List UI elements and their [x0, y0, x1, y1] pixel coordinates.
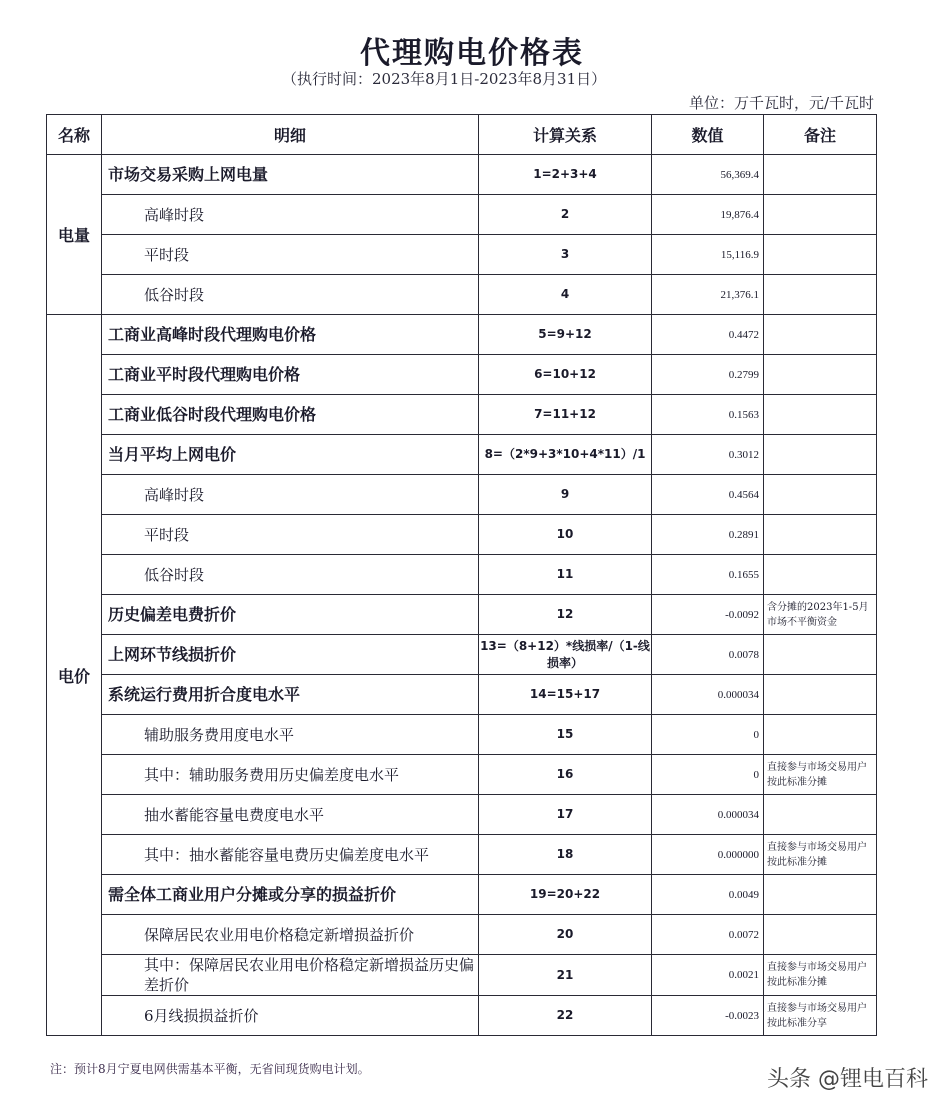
value-cell: -0.0092 [652, 595, 764, 635]
detail-cell: 需全体工商业用户分摊或分享的损益折价 [102, 875, 479, 915]
note-cell [764, 875, 877, 915]
formula-cell: 14=15+17 [479, 675, 652, 715]
detail-cell: 工商业低谷时段代理购电价格 [102, 395, 479, 435]
formula-cell: 8=（2*9+3*10+4*11）/1 [479, 435, 652, 475]
value-cell: 0.0078 [652, 635, 764, 675]
note-cell [764, 715, 877, 755]
note-cell: 直接参与市场交易用户按此标准分摊 [764, 755, 877, 795]
note-cell [764, 915, 877, 955]
note-cell [764, 155, 877, 195]
group-name: 电量 [47, 155, 102, 315]
table-body [47, 155, 877, 1036]
detail-cell: 历史偏差电费折价 [102, 595, 479, 635]
table-row [47, 996, 877, 1036]
value-cell: 0.0049 [652, 875, 764, 915]
table-row [47, 875, 877, 915]
note-cell [764, 555, 877, 595]
value-cell: 0.4564 [652, 475, 764, 515]
value-cell: 0.2799 [652, 355, 764, 395]
value-cell: 0.0072 [652, 915, 764, 955]
formula-cell: 19=20+22 [479, 875, 652, 915]
formula-cell: 4 [479, 275, 652, 315]
formula-cell: 15 [479, 715, 652, 755]
table-row [47, 635, 877, 675]
table-row [47, 435, 877, 475]
value-cell: 0.0021 [652, 955, 764, 996]
note-cell [764, 395, 877, 435]
detail-cell: 工商业平时段代理购电价格 [102, 355, 479, 395]
table-row [47, 955, 877, 996]
formula-cell: 13=（8+12）*线损率/（1-线损率） [479, 635, 652, 675]
table-row [47, 795, 877, 835]
watermark: 头条 @锂电百科 [767, 1067, 928, 1092]
formula-cell: 11 [479, 555, 652, 595]
formula-cell: 1=2+3+4 [479, 155, 652, 195]
detail-cell: 平时段 [102, 515, 479, 555]
header-detail: 明细 [102, 115, 479, 155]
formula-cell: 17 [479, 795, 652, 835]
value-cell: 0.3012 [652, 435, 764, 475]
detail-cell: 6月线损损益折价 [102, 996, 479, 1036]
formula-cell: 6=10+12 [479, 355, 652, 395]
table-row [47, 715, 877, 755]
footnote: 注：预计8月宁夏电网供需基本平衡，无省间现货购电计划。 [50, 1062, 370, 1076]
table-row [47, 235, 877, 275]
header-value: 数值 [652, 115, 764, 155]
note-cell [764, 435, 877, 475]
note-cell [764, 355, 877, 395]
detail-cell: 市场交易采购上网电量 [102, 155, 479, 195]
note-cell [764, 795, 877, 835]
value-cell: 15,116.9 [652, 235, 764, 275]
note-cell [764, 635, 877, 675]
formula-cell: 5=9+12 [479, 315, 652, 355]
table-row [47, 915, 877, 955]
detail-cell: 系统运行费用折合度电水平 [102, 675, 479, 715]
note-cell [764, 515, 877, 555]
detail-cell: 保障居民农业用电价格稳定新增损益折价 [102, 915, 479, 955]
detail-cell: 其中：抽水蓄能容量电费历史偏差度电水平 [102, 835, 479, 875]
detail-cell: 低谷时段 [102, 275, 479, 315]
formula-cell: 3 [479, 235, 652, 275]
note-cell: 直接参与市场交易用户按此标准分摊 [764, 955, 877, 996]
formula-cell: 10 [479, 515, 652, 555]
value-cell: 0.4472 [652, 315, 764, 355]
page-title: 代理购电价格表 [360, 36, 584, 71]
detail-cell: 辅助服务费用度电水平 [102, 715, 479, 755]
detail-cell: 平时段 [102, 235, 479, 275]
note-cell [764, 195, 877, 235]
value-cell: 0.2891 [652, 515, 764, 555]
value-cell: -0.0023 [652, 996, 764, 1036]
note-cell: 直接参与市场交易用户按此标准分享 [764, 996, 877, 1036]
table-row [47, 595, 877, 635]
value-cell: 0.000034 [652, 675, 764, 715]
table-row [47, 515, 877, 555]
table-row [47, 155, 877, 195]
table-row [47, 555, 877, 595]
note-cell [764, 235, 877, 275]
formula-cell: 9 [479, 475, 652, 515]
execution-period: （执行时间：2023年8月1日-2023年8月31日） [282, 70, 607, 88]
detail-cell: 工商业高峰时段代理购电价格 [102, 315, 479, 355]
header-formula: 计算关系 [479, 115, 652, 155]
detail-cell: 其中：辅助服务费用历史偏差度电水平 [102, 755, 479, 795]
note-cell [764, 275, 877, 315]
value-cell: 0 [652, 715, 764, 755]
value-cell: 0.000000 [652, 835, 764, 875]
header-note: 备注 [764, 115, 877, 155]
table-row [47, 195, 877, 235]
note-cell: 直接参与市场交易用户按此标准分摊 [764, 835, 877, 875]
detail-cell: 高峰时段 [102, 475, 479, 515]
detail-cell: 高峰时段 [102, 195, 479, 235]
table-row [47, 835, 877, 875]
table-row [47, 395, 877, 435]
formula-cell: 16 [479, 755, 652, 795]
detail-cell: 当月平均上网电价 [102, 435, 479, 475]
formula-cell: 21 [479, 955, 652, 996]
formula-cell: 18 [479, 835, 652, 875]
table-row [47, 315, 877, 355]
price-table [46, 114, 877, 1036]
note-cell: 含分摊的2023年1-5月市场不平衡资金 [764, 595, 877, 635]
value-cell: 21,376.1 [652, 275, 764, 315]
formula-cell: 7=11+12 [479, 395, 652, 435]
unit-label: 单位：万千瓦时，元/千瓦时 [688, 94, 874, 112]
note-cell [764, 475, 877, 515]
value-cell: 0.000034 [652, 795, 764, 835]
value-cell: 56,369.4 [652, 155, 764, 195]
group-name: 电价 [47, 315, 102, 1036]
formula-cell: 20 [479, 915, 652, 955]
value-cell: 19,876.4 [652, 195, 764, 235]
note-cell [764, 315, 877, 355]
value-cell: 0.1563 [652, 395, 764, 435]
formula-cell: 12 [479, 595, 652, 635]
value-cell: 0.1655 [652, 555, 764, 595]
formula-cell: 22 [479, 996, 652, 1036]
detail-cell: 其中：保障居民农业用电价格稳定新增损益历史偏差折价 [102, 955, 479, 996]
table-row [47, 675, 877, 715]
detail-cell: 上网环节线损折价 [102, 635, 479, 675]
table-row [47, 755, 877, 795]
table-header-row [47, 115, 877, 155]
header-name: 名称 [47, 115, 102, 155]
detail-cell: 低谷时段 [102, 555, 479, 595]
formula-cell: 2 [479, 195, 652, 235]
note-cell [764, 675, 877, 715]
table-row [47, 355, 877, 395]
detail-cell: 抽水蓄能容量电费度电水平 [102, 795, 479, 835]
value-cell: 0 [652, 755, 764, 795]
table-row [47, 275, 877, 315]
table-row [47, 475, 877, 515]
